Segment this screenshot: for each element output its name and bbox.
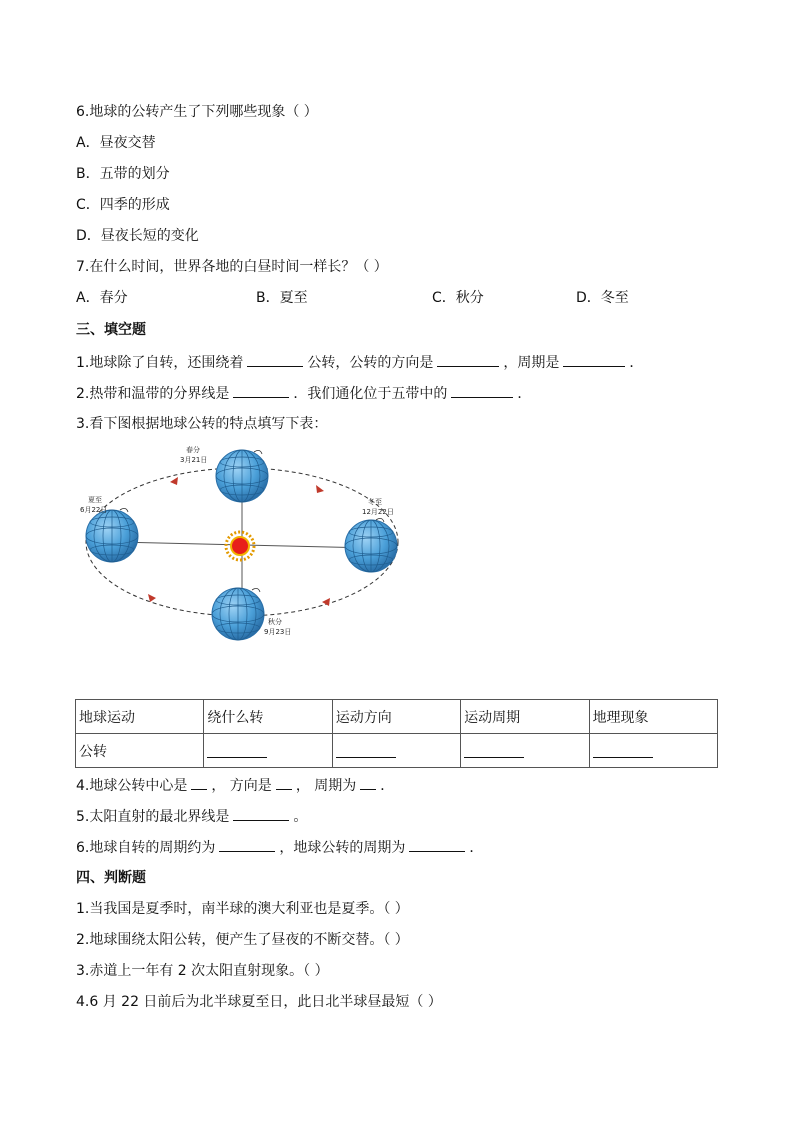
table-header-row [76,700,718,734]
q6-option-c: C．四季的形成 [76,197,170,213]
answer-blank[interactable] [191,775,207,790]
s3-q2-part3: ． [517,386,532,402]
earth-globe-spring [216,450,268,502]
s3-q4-part2: ， 方向是 [211,778,272,794]
s3-q4 [76,775,394,796]
table-cell [589,734,717,768]
label-summer-date: 6月22日 [80,506,108,514]
answer-blank[interactable] [247,352,303,367]
table-header-cell: 运动周期 [461,700,589,734]
answer-blank[interactable] [219,837,275,852]
earth-globe-summer [86,510,138,562]
section3-title: 三、填空题 [76,322,146,338]
s3-q1-part3: ，周期是 [503,355,560,371]
s4-item-4: 4.6 月 22 日前后为北半球夏至日，此日北半球昼最短（ ） [76,994,442,1010]
answer-blank[interactable] [360,775,376,790]
s3-q1-part1: 1.地球除了自转，还围绕着 [76,355,244,371]
answer-blank[interactable] [336,743,396,758]
earth-globe-autumn [212,588,264,640]
s4-item-2: 2.地球围绕太阳公转，便产生了昼夜的不断交替。（ ） [76,932,409,948]
s3-q6 [76,837,483,858]
table-header-cell: 地理现象 [589,700,717,734]
q7-option-c: C．秋分 [432,290,484,306]
s3-q2-part2: ．我们通化位于五带中的 [293,386,448,402]
s3-q6-part1: 6.地球自转的周期约为 [76,840,216,856]
table-cell [204,734,332,768]
q6-option-a: A．昼夜交替 [76,135,156,151]
orbit-arrow [148,594,156,602]
label-spring-date: 3月21日 [180,456,208,464]
s3-q1-part4: ． [629,355,644,371]
label-autumn-date: 9月23日 [264,628,292,636]
label-winter-date: 12月22日 [362,508,394,516]
s3-q2 [76,383,531,404]
s3-q5-part2: 。 [293,809,308,825]
revolution-table [75,699,718,768]
s3-q4-part4: ． [380,778,395,794]
q6-option-b: B．五带的划分 [76,166,170,182]
s3-q4-part1: 4.地球公转中心是 [76,778,188,794]
label-spring-name: 春分 [186,446,200,454]
s4-item-1: 1.当我国是夏季时，南半球的澳大利亚也是夏季。（ ） [76,901,409,917]
answer-blank[interactable] [207,743,267,758]
answer-blank[interactable] [451,383,513,398]
answer-blank[interactable] [233,383,289,398]
label-summer-name: 夏至 [88,496,102,504]
table-cell [461,734,589,768]
sun-icon [226,532,254,560]
s3-q1 [76,352,643,373]
answer-blank[interactable] [233,806,289,821]
q6-option-d: D．昼夜长短的变化 [76,228,199,244]
earth-globe-winter [345,520,397,572]
answer-blank[interactable] [409,837,465,852]
s4-item-3: 3.赤道上一年有 2 次太阳直射现象。（ ） [76,963,329,979]
s3-q2-part1: 2.热带和温带的分界线是 [76,386,230,402]
q7-option-b: B．夏至 [256,290,308,306]
table-cell [332,734,460,768]
s3-q3-stem: 3.看下图根据地球公转的特点填写下表： [76,416,328,432]
q7-stem: 7.在什么时间，世界各地的白昼时间一样长？（ ） [76,259,388,275]
answer-blank[interactable] [563,352,625,367]
table-header-cell: 绕什么转 [204,700,332,734]
s3-q4-part3: ， 周期为 [295,778,357,794]
label-winter-name: 冬至 [368,498,382,506]
table-header-cell: 地球运动 [76,700,204,734]
q7-option-d: D．冬至 [576,290,629,306]
answer-blank[interactable] [593,743,653,758]
section4-title: 四、判断题 [76,870,146,886]
s3-q5-part1: 5.太阳直射的最北界线是 [76,809,230,825]
table-header-cell: 运动方向 [332,700,460,734]
s3-q1-part2: 公转，公转的方向是 [307,355,434,371]
q6-stem: 6.地球的公转产生了下列哪些现象（ ） [76,104,318,120]
answer-blank[interactable] [464,743,524,758]
orbit-arrow [316,485,324,493]
earth-orbit-diagram [76,438,406,648]
answer-blank[interactable] [437,352,499,367]
q7-option-a: A．春分 [76,290,128,306]
s3-q5 [76,806,307,827]
table-row [76,734,718,768]
answer-blank[interactable] [276,775,292,790]
s3-q6-part2: ，地球公转的周期为 [279,840,406,856]
s3-q6-part3: ． [469,840,484,856]
orbit-arrow [170,477,178,485]
table-row-label: 公转 [76,734,204,768]
label-autumn-name: 秋分 [268,618,282,626]
